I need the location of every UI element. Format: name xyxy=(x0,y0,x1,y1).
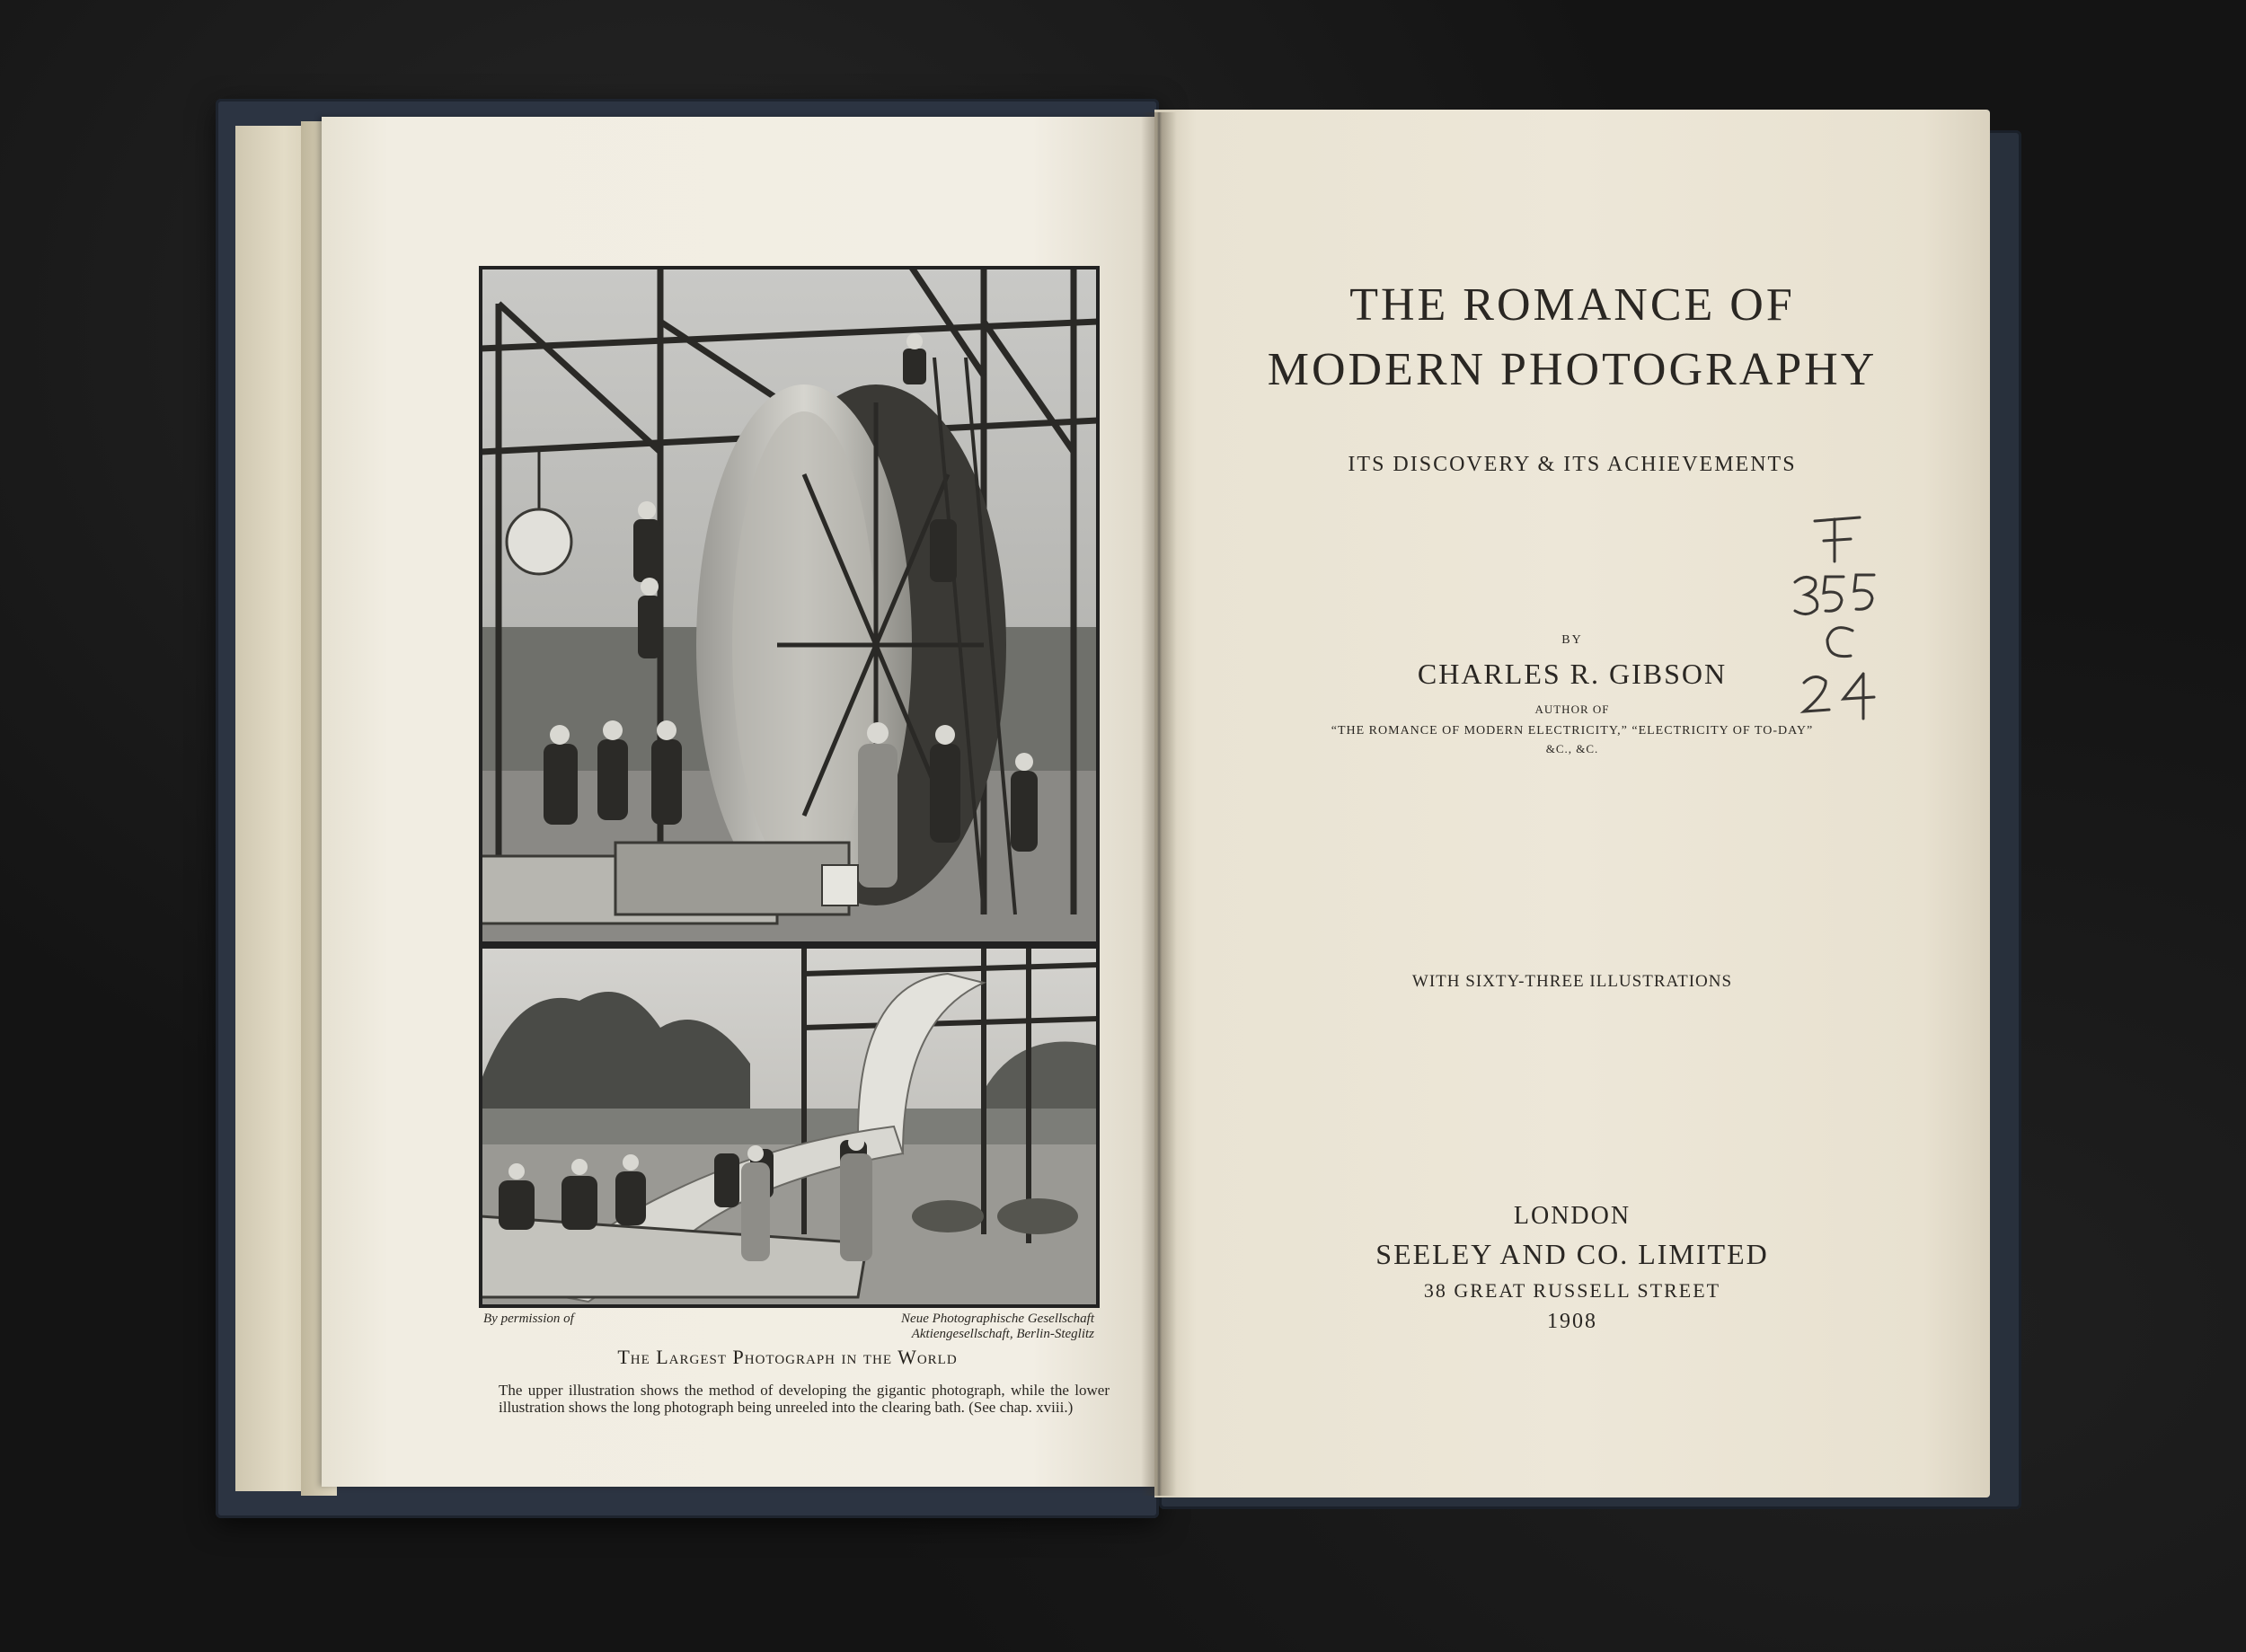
lower-photograph xyxy=(479,945,1100,1308)
photo-credit-source xyxy=(798,1312,1094,1342)
upper-photograph xyxy=(479,266,1100,945)
book-subtitle: ITS DISCOVERY & ITS ACHIEVEMENTS xyxy=(1348,453,1797,476)
publication-year: 1908 xyxy=(1547,1310,1597,1333)
photo-credit-label: By permission of xyxy=(483,1312,574,1326)
photo-credit-source-line1: Neue Photographische Gesellschaft xyxy=(901,1312,1094,1326)
author-of-label: AUTHOR OF xyxy=(1534,702,1610,716)
photo-credit-source-line2: Aktiengesellschaft, Berlin-Steglitz xyxy=(911,1327,1094,1341)
plate-title: The Largest Photograph in the World xyxy=(617,1346,958,1368)
publisher-address: 38 GREAT RUSSELL STREET xyxy=(1423,1279,1721,1302)
other-works-etc: &C., &C. xyxy=(1545,742,1599,755)
author-name: CHARLES R. GIBSON xyxy=(1417,658,1728,690)
by-label: BY xyxy=(1561,633,1583,647)
plate-caption: The upper illustration shows the method of developing the gigantic photograph, while the lower illustration shows the long photograph being unreeled into the clearing bath. (See chap. xviii.) xyxy=(499,1382,1110,1416)
book-title-line1: THE ROMANCE OF xyxy=(1349,279,1795,331)
publication-city: LONDON xyxy=(1513,1202,1631,1230)
publisher-name: SEELEY AND CO. LIMITED xyxy=(1375,1238,1769,1270)
other-works: “THE ROMANCE OF MODERN ELECTRICITY,” “ELECTRICITY OF TO-DAY” xyxy=(1331,724,1814,738)
illustrations-note: WITH SIXTY-THREE ILLUSTRATIONS xyxy=(1411,972,1733,991)
handwritten-shelfmark xyxy=(1788,512,1887,737)
book-title-line2: MODERN PHOTOGRAPHY xyxy=(1267,344,1878,395)
book-gutter xyxy=(1141,112,1177,1496)
